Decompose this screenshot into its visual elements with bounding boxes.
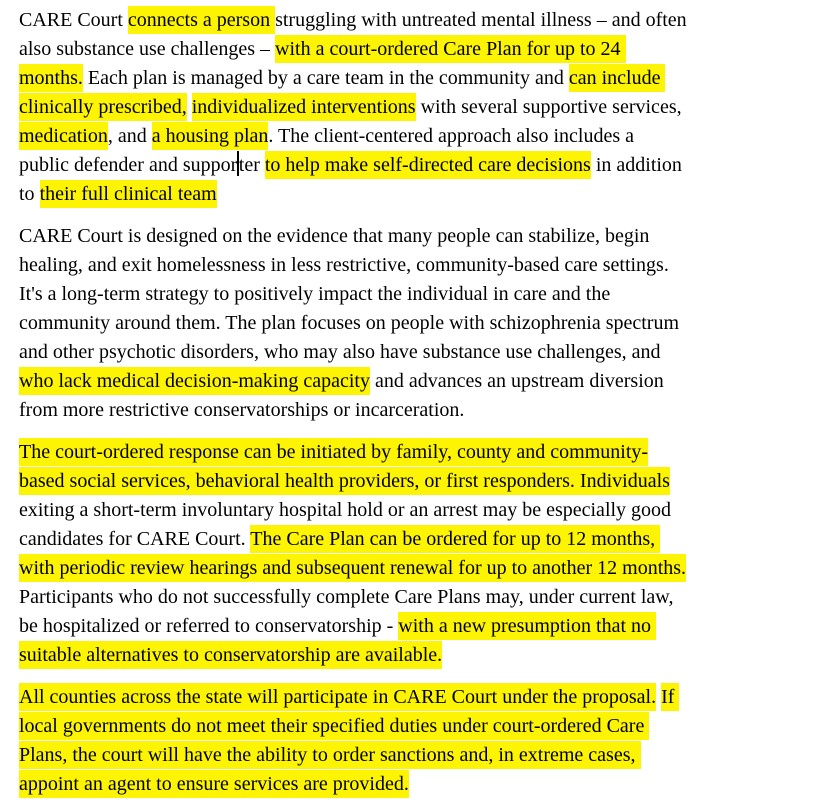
- text-line: [19, 151, 817, 180]
- text-line: [19, 641, 817, 670]
- text-line: [19, 338, 817, 367]
- highlighted-text: The court-ordered response can be initiated by family, county and community-: [19, 438, 648, 466]
- highlighted-text: appoint an agent to ensure services are provided.: [19, 770, 409, 798]
- text-line: [19, 280, 817, 309]
- text-line: [19, 396, 817, 425]
- paragraph: [19, 683, 817, 799]
- paragraph: [19, 438, 817, 670]
- text-run: Each plan is managed by a care team in the community and: [82, 67, 569, 89]
- highlighted-text: a housing plan: [152, 122, 269, 150]
- text-run: with several supportive services,: [415, 96, 682, 118]
- text-run: CARE Court is designed on the evidence that many people can stabilize, begin: [19, 225, 650, 247]
- highlighted-text: connects a person: [128, 6, 275, 34]
- text-run: [187, 96, 192, 118]
- text-run: also substance use challenges –: [19, 38, 276, 60]
- text-line: [19, 525, 817, 554]
- text-line: [19, 554, 817, 583]
- text-line: [19, 222, 817, 251]
- highlighted-text: medication: [19, 122, 108, 150]
- highlighted-text: with periodic review hearings and subsequent renewal for up to another 12 months.: [19, 554, 686, 582]
- text-run: It's a long-term strategy to positively impact the individual in care and the: [19, 283, 611, 305]
- text-line: [19, 467, 817, 496]
- highlighted-text: local governments do not meet their specified duties under court-ordered Care: [19, 712, 649, 740]
- text-line: [19, 93, 817, 122]
- text-run: , and: [107, 125, 152, 147]
- text-run: community around them. The plan focuses on people with schizophrenia spectrum: [19, 312, 680, 334]
- document-text: [19, 6, 817, 799]
- highlighted-text: All counties across the state will participate in CARE Court under the proposal.: [19, 683, 656, 711]
- text-line: [19, 35, 817, 64]
- text-line: [19, 683, 817, 712]
- text-line: [19, 367, 817, 396]
- text-line: [19, 180, 817, 209]
- highlighted-text: If: [661, 683, 679, 711]
- text-line: [19, 438, 817, 467]
- text-run: from more restrictive conservatorships or incarceration.: [19, 399, 465, 421]
- highlighted-text: who lack medical decision-making capacity: [19, 367, 370, 395]
- text-line: [19, 741, 817, 770]
- text-line: [19, 583, 817, 612]
- highlighted-text: their full clinical team: [40, 180, 217, 208]
- highlighted-text: based social services, behavioral health providers, or first responders. Individuals: [19, 467, 670, 495]
- text-run: CARE Court: [19, 9, 128, 31]
- text-run: ter: [238, 154, 265, 176]
- text-run: struggling with untreated mental illness – and often: [275, 9, 687, 31]
- text-run: in addition: [590, 154, 682, 176]
- highlighted-text: The Care Plan can be ordered for up to 12 months,: [250, 525, 660, 553]
- text-run: to: [19, 183, 40, 205]
- text-run: and advances an upstream diversion: [369, 370, 664, 392]
- text-line: [19, 309, 817, 338]
- text-line: [19, 6, 817, 35]
- text-run: . The client-centered approach also includes a: [268, 125, 634, 147]
- highlighted-text: can include: [569, 64, 666, 92]
- highlighted-text: clinically prescribed,: [19, 93, 187, 121]
- text-line: [19, 122, 817, 151]
- highlighted-text: with a court-ordered Care Plan for up to 24: [275, 35, 625, 63]
- text-run: and other psychotic disorders, who may also have substance use challenges, and: [19, 341, 661, 363]
- text-line: [19, 64, 817, 93]
- text-run: be hospitalized or referred to conservatorship -: [19, 615, 399, 637]
- text-run: healing, and exit homelessness in less restrictive, community-based care settings.: [19, 254, 669, 276]
- highlighted-text: with a new presumption that no: [398, 612, 656, 640]
- text-run: public defender and suppor: [19, 154, 238, 176]
- highlighted-text: to help make self-directed care decisions: [265, 151, 591, 179]
- highlighted-text: months.: [19, 64, 83, 92]
- text-line: [19, 496, 817, 525]
- highlighted-text: Plans, the court will have the ability to order sanctions and, in extreme cases,: [19, 741, 641, 769]
- text-line: [19, 712, 817, 741]
- highlighted-text: individualized interventions: [192, 93, 416, 121]
- paragraph: [19, 222, 817, 425]
- text-run: candidates for CARE Court.: [19, 528, 251, 550]
- text-line: [19, 770, 817, 799]
- text-line: [19, 251, 817, 280]
- highlighted-text: suitable alternatives to conservatorship are available.: [19, 641, 442, 669]
- text-run: exiting a short-term involuntary hospital hold or an arrest may be especially good: [19, 499, 672, 521]
- paragraph: [19, 6, 817, 209]
- text-line: [19, 612, 817, 641]
- text-run: Participants who do not successfully complete Care Plans may, under current law,: [19, 586, 674, 608]
